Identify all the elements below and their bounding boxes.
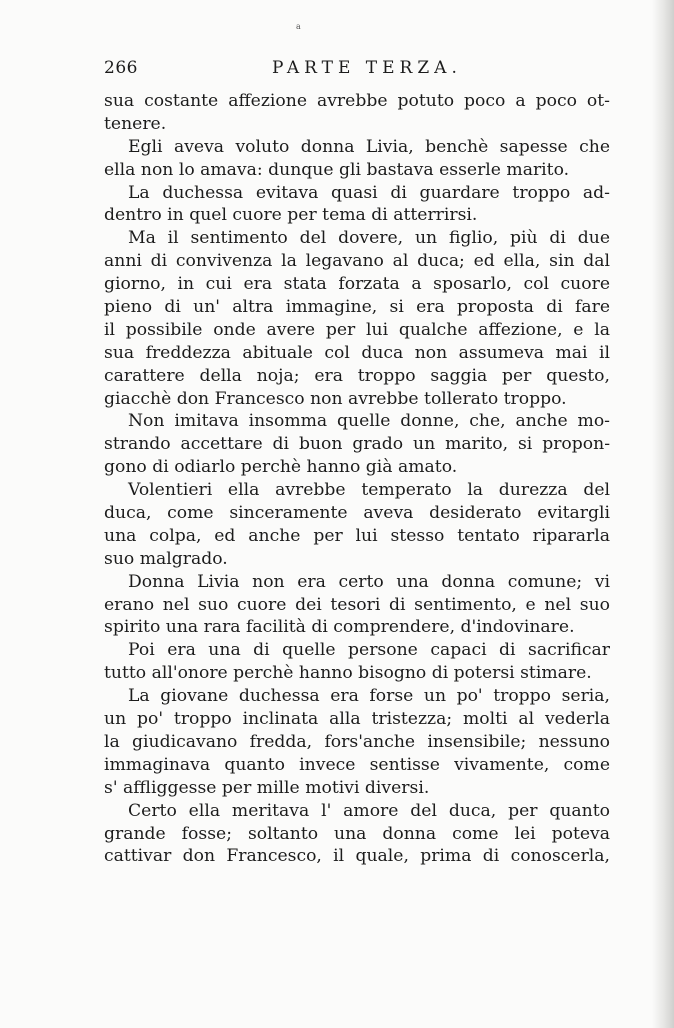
printer-mark: a xyxy=(296,22,301,31)
text-line: Poi era una di quelle persone capaci di sacrificar xyxy=(128,640,610,661)
text-line: suo malgrado. xyxy=(104,548,228,569)
text-line: Donna Livia non era certo una donna comune; vi xyxy=(128,571,610,592)
text-line: Non imitava insomma quelle donne, che, anche mo- xyxy=(128,411,610,432)
text-line: Egli aveva voluto donna Livia, benchè sapesse che xyxy=(128,136,610,157)
text-line: Volentieri ella avrebbe temperato la durezza del xyxy=(128,480,610,501)
running-head: PARTE TERZA. xyxy=(272,58,462,78)
text-line: un po' troppo inclinata alla tristezza; molti al vederla xyxy=(104,709,610,730)
page-number: 266 xyxy=(104,58,138,78)
text-line: tutto all'onore perchè hanno bisogno di potersi stimare. xyxy=(104,663,592,684)
text-line: grande fosse; soltanto una donna come lei poteva xyxy=(104,823,610,844)
text-line: La duchessa evitava quasi di guardare troppo ad- xyxy=(128,182,610,203)
text-line: pieno di un' altra immagine, si era proposta di fare xyxy=(104,297,610,318)
text-line: la giudicavano fredda, fors'anche insensibile; nessuno xyxy=(104,731,610,752)
text-line: La giovane duchessa era forse un po' troppo seria, xyxy=(128,686,610,707)
text-line: ella non lo amava: dunque gli bastava esserle marito. xyxy=(104,159,570,180)
text-line: giacchè don Francesco non avrebbe tollerato troppo. xyxy=(104,388,567,409)
text-line: carattere della noja; era troppo saggia per questo, xyxy=(104,365,610,386)
text-line: erano nel suo cuore dei tesori di sentimento, e nel suo xyxy=(104,594,610,615)
text-line: Certo ella meritava l' amore del duca, per quanto xyxy=(128,800,610,821)
page-header xyxy=(104,58,610,84)
text-line: il possibile onde avere per lui qualche affezione, e la xyxy=(104,319,610,340)
text-line: anni di convivenza la legavano al duca; ed ella, sin dal xyxy=(104,251,610,272)
text-line: immaginava quanto invece sentisse vivamente, come xyxy=(104,754,610,775)
text-line: sua costante affezione avrebbe potuto poco a poco ot- xyxy=(104,91,610,111)
text-line: tenere. xyxy=(104,113,167,134)
text-line: Ma il sentimento del dovere, un figlio, più di due xyxy=(128,228,610,249)
text-line: gono di odiarlo perchè hanno già amato. xyxy=(104,457,458,478)
page-edge-shadow xyxy=(652,0,674,1028)
text-line: sua freddezza abituale col duca non assumeva mai il xyxy=(104,342,610,363)
text-line: giorno, in cui era stata forzata a sposarlo, col cuore xyxy=(104,274,610,295)
text-line: una colpa, ed anche per lui stesso tentato ripararla xyxy=(104,525,610,546)
text-line: strando accettare di buon grado un marito, si propon- xyxy=(104,434,610,455)
text-line: cattivar don Francesco, il quale, prima di conoscerla, xyxy=(104,846,610,867)
text-line: dentro in quel cuore per tema di atterrirsi. xyxy=(104,205,478,226)
body-text xyxy=(104,90,610,868)
text-line: spirito una rara facilità di comprendere, d'indovinare. xyxy=(104,617,575,638)
text-line: s' affliggesse per mille motivi diversi. xyxy=(104,777,430,798)
text-line: duca, come sinceramente aveva desiderato evitargli xyxy=(104,503,610,524)
